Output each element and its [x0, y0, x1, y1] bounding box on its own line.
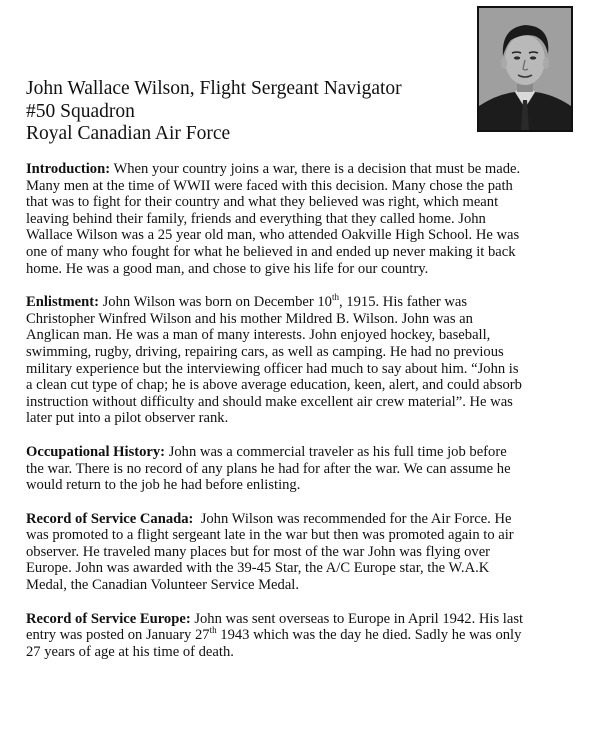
introduction-text: Many men at the time of WWII were faced with this decision. Many chose the path	[26, 177, 513, 194]
introduction-text: that was to fight for their country and what they believed was right, which meant	[26, 194, 499, 211]
enlistment-superscript: th	[331, 292, 339, 303]
service-canada-section	[26, 511, 582, 594]
service-europe-text: entry was posted on January 27	[26, 627, 210, 644]
enlistment-text: , 1915. His father was	[339, 294, 468, 311]
enlistment-text: a clean cut type of chap; he is above average education, keen, alert, and could absorb	[26, 377, 522, 394]
service-canada-text: was promoted to a flight sergeant late in the war but then was promoted again to air	[26, 527, 514, 544]
title-force-line: Royal Canadian Air Force	[26, 123, 231, 144]
occupational-history-section	[26, 444, 582, 494]
service-canada-text: John Wilson was recommended for the Air Force. He	[193, 510, 512, 527]
service-europe-superscript: th	[209, 625, 217, 636]
service-europe-text: 1943 which was the day he died. Sadly he was only	[216, 627, 522, 644]
introduction-text: When your country joins a war, there is a decision that must be made.	[110, 161, 521, 177]
occupational-history-text: would return to the job he had before enlisting.	[26, 477, 301, 494]
portrait-photo	[477, 6, 573, 132]
occupational-history-text: the war. There is no record of any plans he had for after the war. We can assume he	[26, 460, 511, 477]
enlistment-text: swimming, rugby, driving, repairing cars, as well as camping. He had no previous	[26, 343, 504, 360]
enlistment-text: instruction without difficulty and should make excellent air crew material”. He was	[26, 393, 513, 410]
occupational-history-label: Occupational History:	[26, 443, 166, 460]
page-title	[26, 78, 402, 146]
enlistment-label: Enlistment:	[26, 294, 99, 311]
service-europe-text: John was sent overseas to Europe in April 1942. His last	[190, 610, 524, 627]
introduction-section	[26, 161, 582, 277]
title-squadron-line: #50 Squadron	[26, 100, 135, 122]
portrait-photo-icon	[479, 8, 571, 130]
introduction-text: leaving behind their family, friends and everything that they called home. John	[26, 210, 486, 227]
occupational-history-text: John was a commercial traveler as his full time job before	[165, 443, 507, 460]
service-canada-label: Record of Service Canada:	[26, 510, 194, 527]
enlistment-text: Christopher Winfred Wilson and his mother Mildred B. Wilson. John was an	[26, 310, 473, 327]
introduction-label: Introduction:	[26, 161, 111, 177]
enlistment-text: John Wilson was born on December 10	[98, 294, 332, 311]
enlistment-text: military experience but the interviewing officer had much to say about him. “John is	[26, 360, 519, 377]
service-europe-text: 27 years of age at his time of death.	[26, 643, 234, 660]
service-canada-text: observer. He traveled many places but for most of the war John was flying over	[26, 543, 491, 560]
enlistment-text: later put into a pilot observer rank.	[26, 410, 229, 427]
introduction-text: one of many who fought for what he believed in and ended up never making it back	[26, 243, 516, 260]
introduction-text: home. He was a good man, and chose to give his life for our country.	[26, 260, 429, 277]
service-canada-text: Medal, the Canadian Volunteer Service Medal.	[26, 577, 300, 594]
title-name-line: John Wallace Wilson, Flight Sergeant Navigator	[26, 78, 402, 99]
service-europe-label: Record of Service Europe:	[26, 610, 191, 627]
enlistment-text: Anglican man. He was a man of many interests. John enjoyed hockey, baseball,	[26, 327, 491, 344]
service-europe-section	[26, 611, 582, 661]
introduction-text: Wallace Wilson was a 25 year old man, who attended Oakville High School. He was	[26, 227, 520, 244]
enlistment-section	[26, 294, 582, 427]
document-body	[26, 161, 582, 677]
service-canada-text: Europe. John was awarded with the 39-45 Star, the A/C Europe star, the W.A.K	[26, 560, 490, 577]
